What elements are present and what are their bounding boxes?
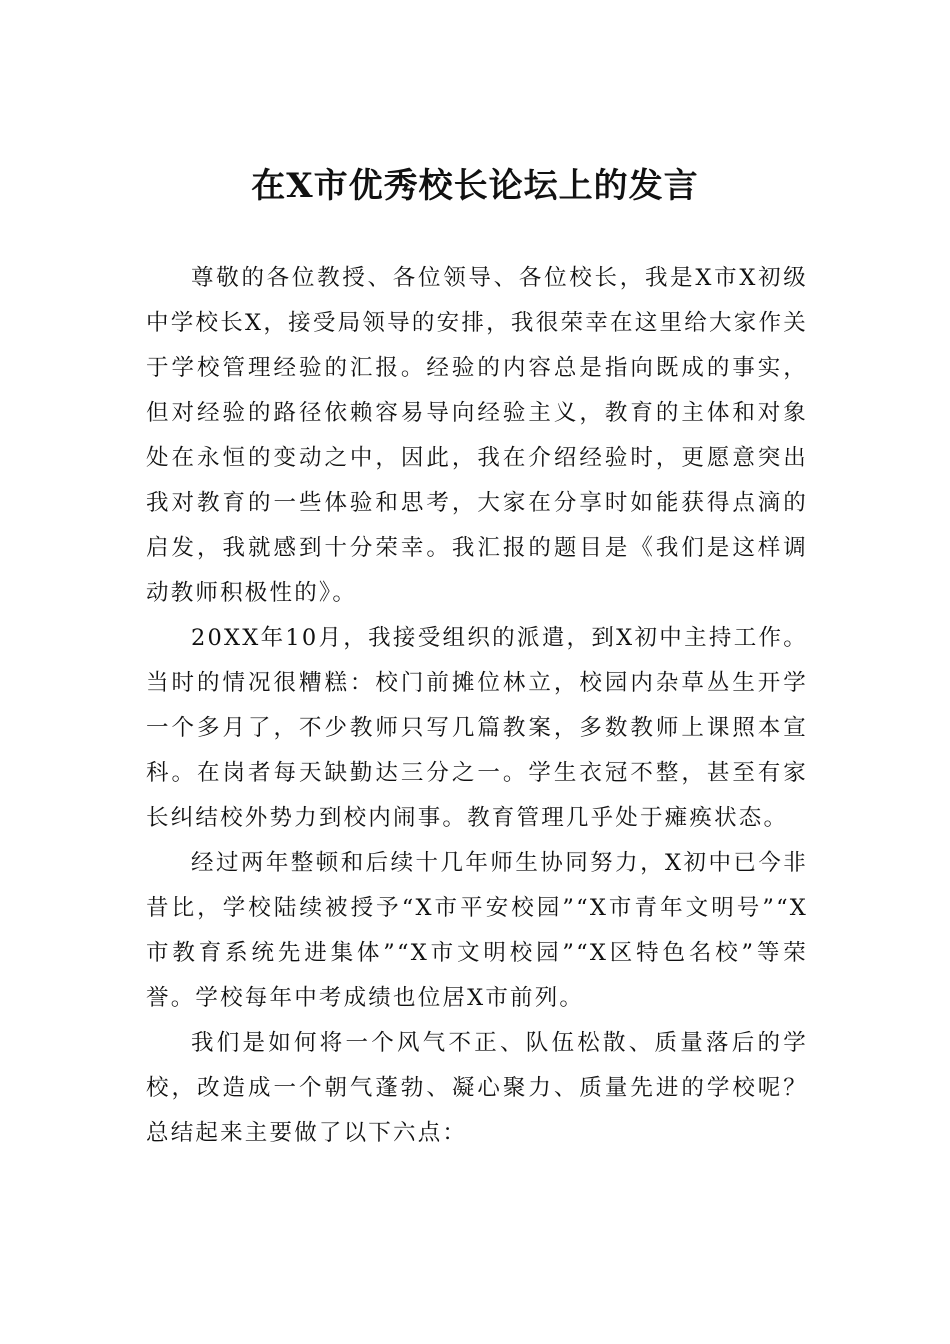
paragraph-achievements: 经过两年整顿和后续十几年师生协同努力，X初中已今非昔比，学校陆续被授予“X市平安校园”“X市青年文明号”“X市教育系统先进集体”“X市文明校园”“X区特色名校”等荣誉。学校每年中考成绩也位居X市前列。 [146, 850, 808, 1011]
paragraph-greeting: 尊敬的各位教授、各位领导、各位校长，我是X市X初级中学校长X，接受局领导的安排，我很荣幸在这里给大家作关于学校管理经验的汇报。经验的内容总是指向既成的事实，但对经验的路径依赖容易导向经验主义，教育的主体和对象处在永恒的变动之中，因此，我在介绍经验时，更愿意突出我对教育的一些体验和思考，大家在分享时如能获得点滴的启发，我就感到十分荣幸。我汇报的题目是《我们是这样调动教师积极性的》。 [146, 265, 808, 606]
paragraph-transition: 我们是如何将一个风气不正、队伍松散、质量落后的学校，改造成一个朝气蓬勃、凝心聚力、质量先进的学校呢？总结起来主要做了以下六点： [146, 1030, 808, 1146]
paragraph-background: 20XX年10月，我接受组织的派遣，到X初中主持工作。当时的情况很糟糕：校门前摊位林立，校园内杂草丛生开学一个多月了，不少教师只写几篇教案，多数教师上课照本宣科。在岗者每天缺勤达三分之一。学生衣冠不整，甚至有家长纠结校外势力到校内闹事。教育管理几乎处于瘫痪状态。 [146, 625, 808, 831]
document-title: 在X市优秀校长论坛上的发言 [251, 166, 699, 206]
document-body [146, 256, 808, 1156]
